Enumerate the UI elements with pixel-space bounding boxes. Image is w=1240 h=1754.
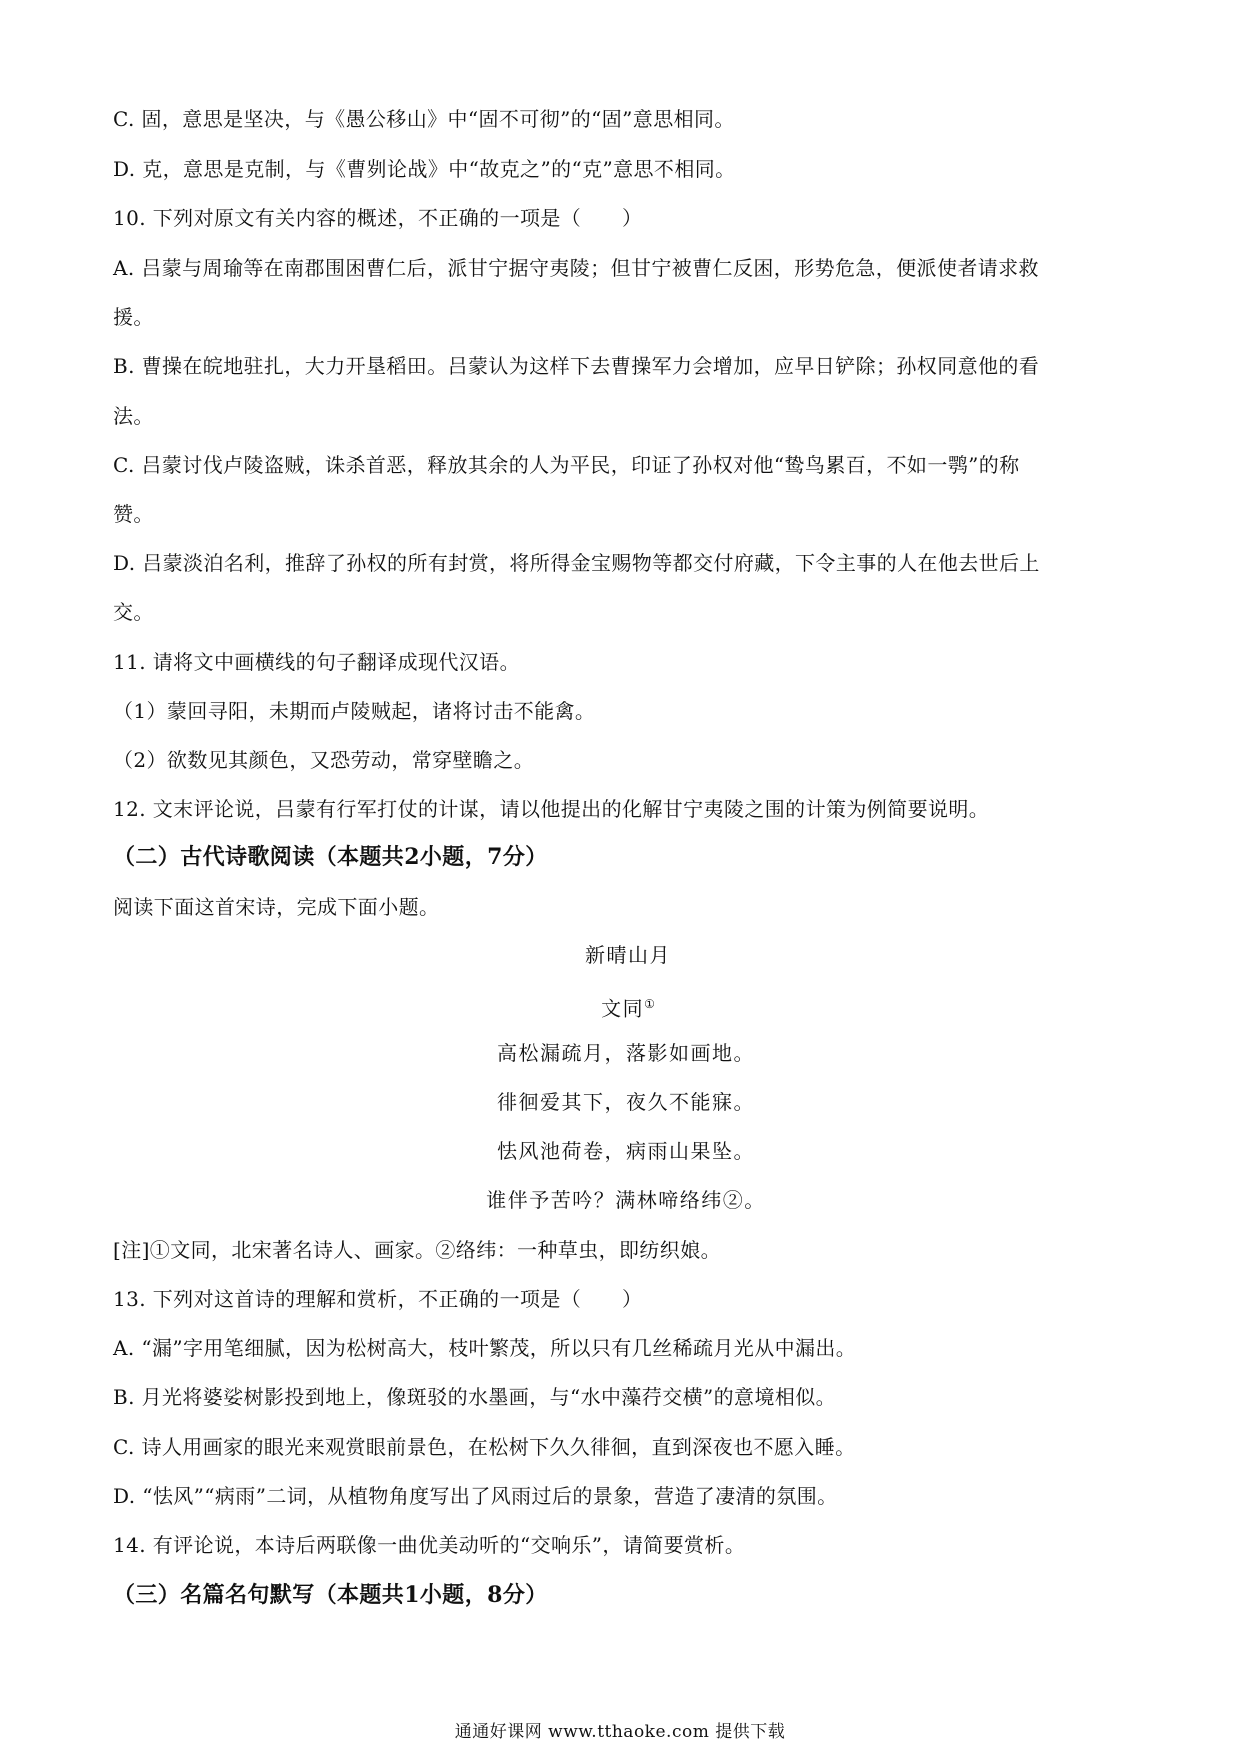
question-12: 12. 文末评论说，吕蒙有行军打仗的计谋，请以他提出的化解甘宁夷陵之围的计策为例简要说明。 (113, 797, 990, 821)
question-11-part1: （1）蒙回寻阳，未期而卢陵贼起，诸将讨击不能禽。 (113, 699, 596, 723)
option-c-q9: C. 固，意思是坚决，与《愚公移山》中“固不可彻”的“固”意思相同。 (113, 107, 735, 131)
question-11: 11. 请将文中画横线的句子翻译成现代汉语。 (113, 650, 520, 674)
option-d-q9: D. 克，意思是克制，与《曹刿论战》中“故克之”的“克”意思不相同。 (113, 157, 736, 181)
option-d-q10-line2: 交。 (113, 600, 154, 624)
question-14: 14. 有评论说，本诗后两联像一曲优美动听的“交响乐”，请简要赏析。 (113, 1533, 746, 1557)
option-b-q10-line2: 法。 (113, 404, 154, 428)
question-10: 10. 下列对原文有关内容的概述，不正确的一项是（ ） (113, 206, 643, 230)
poem-title: 新晴山月 (585, 943, 671, 967)
question-11-part2: （2）欲数见其颜色，又恐劳动，常穿壁瞻之。 (113, 748, 535, 772)
section-heading-poetry: （二）古代诗歌阅读（本题共2小题，7分） (113, 844, 548, 870)
section-heading-recitation: （三）名篇名句默写（本题共1小题，8分） (113, 1582, 548, 1608)
poem-author (8, 990, 1240, 1023)
poem-line-4: 谁伴予苦吟？满林啼络纬②。 (486, 1188, 766, 1212)
option-c-q10-line2: 赞。 (113, 502, 154, 526)
question-13: 13. 下列对这首诗的理解和赏析，不正确的一项是（ ） (113, 1287, 643, 1311)
reading-instruction: 阅读下面这首宋诗，完成下面小题。 (113, 895, 440, 919)
option-d-q10-line1: D. 吕蒙淡泊名利，推辞了孙权的所有封赏，将所得金宝赐物等都交付府藏，下令主事的人在他去世后上 (113, 551, 1040, 575)
option-c-q13: C. 诗人用画家的眼光来观赏眼前景色，在松树下久久徘徊，直到深夜也不愿入睡。 (113, 1435, 856, 1459)
option-a-q10-line2: 援。 (113, 305, 154, 329)
option-b-q10-line1: B. 曹操在皖地驻扎，大力开垦稻田。吕蒙认为这样下去曹操军力会增加，应早日铲除；孙权同意他的看 (113, 354, 1040, 378)
poem-author-note-mark: ① (644, 997, 655, 1011)
option-c-q10-line1: C. 吕蒙讨伐卢陵盗贼，诛杀首恶，释放其余的人为平民，印证了孙权对他“鸷鸟累百，不如一鹗”的称 (113, 453, 1020, 477)
option-d-q13: D. “怯风”“病雨”二词，从植物角度写出了风雨过后的景象，营造了凄清的氛围。 (113, 1484, 838, 1508)
option-a-q13: A. “漏”字用笔细腻，因为松树高大，枝叶繁茂，所以只有几丝稀疏月光从中漏出。 (113, 1336, 857, 1360)
poem-line-3: 怯风池荷卷，病雨山果坠。 (497, 1139, 755, 1163)
poem-line-1: 高松漏疏月，落影如画地。 (497, 1041, 755, 1065)
poem-annotation: [注]①文同，北宋著名诗人、画家。②络纬：一种草虫，即纺织娘。 (113, 1238, 722, 1262)
poem-line-2: 徘徊爱其下，夜久不能寐。 (497, 1090, 755, 1114)
page-footer: 通通好课网 www.tthaoke.com 提供下载 (454, 1722, 786, 1742)
option-a-q10-line1: A. 吕蒙与周瑜等在南郡围困曹仁后，派甘宁据守夷陵；但甘宁被曹仁反困，形势危急，便派使者请求救 (113, 256, 1039, 280)
poem-author-name: 文同 (601, 996, 645, 1021)
option-b-q13: B. 月光将婆娑树影投到地上，像斑驳的水墨画，与“水中藻荇交横”的意境相似。 (113, 1385, 837, 1409)
